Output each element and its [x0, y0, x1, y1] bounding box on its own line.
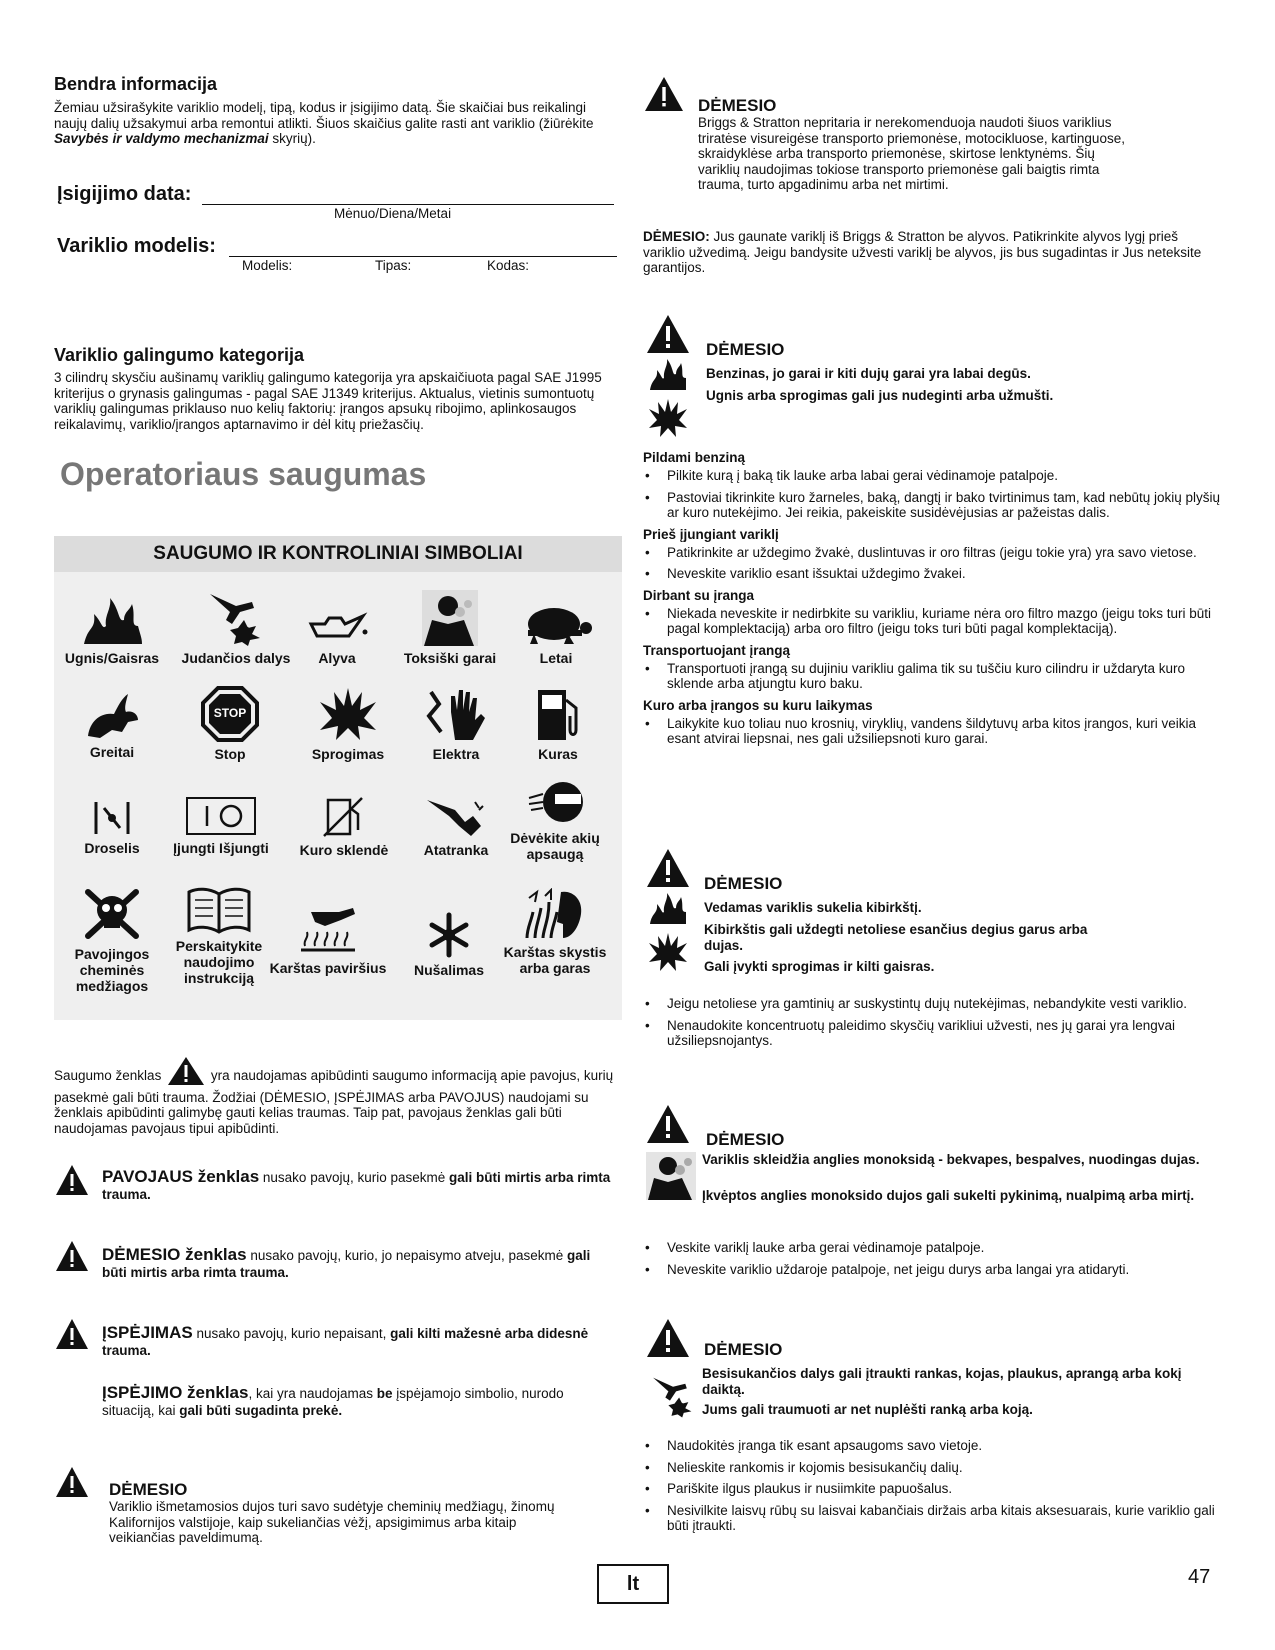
- snowflake-icon: [426, 912, 472, 958]
- w5-line1: Besisukančios dalys gali įtraukti rankas, kojas, plaukus, aprangą arba kokį daiktą.: [702, 1366, 1182, 1397]
- w2-line2: Ugnis arba sprogimas gali jus nudeginti arba užmušti.: [706, 388, 1054, 403]
- symbol-slow: Letai: [506, 600, 606, 666]
- fuel-b1-list: [643, 468, 1223, 521]
- w3-line3: Gali įvykti sprogimas ir kilti gaisras.: [704, 959, 935, 974]
- w3-bullet: • Jeigu netoliese yra gamtinių ar suskystintų dujų nutekėjimas, nebandykite vesti variklio.: [643, 996, 1223, 1012]
- w4-alert-icon: [646, 1104, 690, 1144]
- model-hint: Modelis:: [242, 258, 293, 273]
- w4-title: DĖMESIO: [706, 1130, 785, 1149]
- fuel-pump-icon: [532, 686, 584, 742]
- moving-parts-icon: [206, 590, 266, 646]
- danger-definition: PAVOJAUS ženklas nusako pavojų, kurio pasekmė gali būti mirtis arba rimta trauma.: [102, 1167, 611, 1202]
- w3-bullet: • Nenaudokite koncentruotų paleidimo skysčių varikliui užvesti, nes jų garai yra lengvai užsiliepsnojantys.: [643, 1018, 1223, 1049]
- california-alert-icon: [55, 1466, 89, 1498]
- symbol-hot-surface: Karštas paviršius: [262, 906, 394, 976]
- choke-icon: [92, 800, 132, 836]
- symbol-moving-parts: Judančios dalys: [174, 590, 298, 666]
- type-hint: Tipas:: [375, 258, 412, 273]
- w2-fire-icon: [648, 358, 688, 392]
- general-title: Bendra informacija: [54, 74, 218, 94]
- fuel-h2: Prieš įjungiant variklį: [643, 526, 779, 542]
- symbol-read-manual: Perskaitykite naudojimo instrukciją: [156, 886, 282, 986]
- w2-title: DĖMESIO: [706, 340, 785, 359]
- skull-crossbones-icon: [82, 886, 142, 942]
- fuel-b5-item: • Laikykite kuo toliau nuo krosnių, viryklių, vandens šildytuvų arba kitos įrangos, kuri veikia esant atvirai liepsnai, nes gali užsiliepsnoti kuro garai.: [643, 716, 1223, 747]
- symbol-frostbite: Nušalimas: [402, 912, 496, 978]
- language-badge: lt: [597, 1564, 669, 1604]
- symbol-electricity: Elektra: [410, 686, 502, 762]
- fuel-b2-item: • Patikrinkite ar uždegimo žvakė, duslintuvas ir oro filtras (jeigu tokie yra) yra savo vietose.: [643, 545, 1223, 561]
- hot-surface-icon: [295, 906, 361, 956]
- symbol-oil: Alyva: [296, 606, 378, 666]
- w5-title: DĖMESIO: [704, 1340, 783, 1359]
- w1-alert-icon: [644, 76, 684, 112]
- w5-line2: Jums gali traumuoti ar net nuplėšti ranką arba koją.: [702, 1402, 1033, 1417]
- toxic-fumes-icon: [422, 590, 478, 646]
- symbol-kickback: Atatranka: [404, 796, 508, 858]
- model-label: Variklio modelis:: [57, 235, 216, 257]
- fire-icon: [80, 596, 144, 646]
- w4-toxic-fumes-icon: [646, 1152, 696, 1200]
- w2-explosion-icon: [648, 398, 688, 438]
- fuel-h3: Dirbant su įranga: [643, 587, 755, 603]
- power-text: 3 cilindrų skysčiu aušinamų variklių galingumo kategorija yra apskaičiuota pagal SAE J1995 kriterijus o grynasis galingumas - pagal SAE J1349 kriterijus. Aktualus, vietinis sumontuotų variklių galingumas priklauso nuo kelių faktorių: įrangos apsukų ribojimo, aplinkosaugos reikalavimų, variklio/įrangos aptarnavimo ir dėl kitų priežasčių.: [54, 370, 602, 432]
- symbol-stop: STOP Stop: [176, 686, 284, 762]
- symbol-eye-protection: Dėvėkite akių apsaugą: [496, 780, 614, 862]
- rabbit-icon: [82, 690, 142, 740]
- w3-alert-icon: [646, 848, 690, 888]
- fuel-h4: Transportuojant įrangą: [643, 642, 791, 658]
- turtle-icon: [518, 600, 594, 646]
- symbol-choke: Droselis: [56, 800, 168, 856]
- fuel-b5-list: [643, 716, 1223, 747]
- fuel-b4-list: [643, 661, 1223, 692]
- symbol-chemicals: Pavojingos cheminės medžiagos: [56, 886, 168, 994]
- safety-alert-icon: [167, 1056, 205, 1090]
- kickback-icon: [425, 796, 487, 838]
- symbol-fire: Ugnis/Gaisras: [56, 596, 168, 666]
- page-number: 47: [1188, 1566, 1211, 1588]
- open-book-icon: [187, 886, 251, 934]
- fuel-b1-item: • Pilkite kurą į baką tik lauke arba labai gerai vėdinamoje patalpoje.: [643, 468, 1223, 484]
- w5-alert-icon: [646, 1318, 690, 1358]
- fuel-h1: Pildami benziną: [643, 450, 746, 465]
- w5-bullet: • Naudokitės įranga tik esant apsaugoms savo vietoje.: [643, 1438, 1223, 1454]
- on-off-icon: [185, 796, 257, 836]
- purchase-date-line: [202, 182, 614, 205]
- oil-note: DĖMESIO: Jus gaunate variklį iš Briggs & Stratton be alyvos. Patikrinkite alyvos lygį prieš variklio užvedimą. Jeigu bandysite užvesti variklį be alyvos, jis bus sugadintas ir Jus neteksite garantijos.: [643, 229, 1202, 275]
- safety-sign-text: Saugumo ženklas yra naudojamas apibūdinti saugumo informaciją apie pavojus, kurių pasekmė gali būti trauma. Žodžiai (DĖMESIO, ĮSPĖJIMAS arba PAVOJUS) naudojami su ženklais apibūdinti galimybę gauti kelias traumas. Taip pat, pavojaus ženklas gali būti naudojamas pavojaus tipui apibūdinti.: [54, 1056, 620, 1136]
- electric-hand-icon: [421, 686, 491, 742]
- caution-sign-definition: ĮSPĖJIMO ženklas, kai yra naudojamas be įspėjamojo simbolio, nurodo situaciją, kai gali būti sugadinta prekė.: [102, 1383, 564, 1418]
- symbol-on-off: Įjungti Išjungti: [158, 796, 284, 856]
- fuel-b2-item: • Neveskite variklio esant išsuktai uždegimo žvakei.: [643, 566, 1223, 582]
- w3-title: DĖMESIO: [704, 874, 783, 893]
- w5-bullet: • Pariškite ilgus plaukus ir nusiimkite papuošalus.: [643, 1481, 1223, 1497]
- model-line: [229, 234, 617, 257]
- w3-line1: Vedamas variklis sukelia kibirkštį.: [704, 900, 922, 915]
- w2-alert-icon: [646, 314, 690, 354]
- fuel-sections: [643, 450, 1223, 753]
- danger-alert-icon: [55, 1164, 89, 1196]
- stop-sign-text: STOP: [213, 706, 247, 720]
- california-text: Variklio išmetamosios dujos turi savo sudėtyje cheminių medžiagų, žinomų Kalifornijos valstijoje, kaip sukeliančias vėžį, apsigimimus arba kitaip veikiančias paveldimumą.: [109, 1499, 555, 1545]
- fuel-shutoff-icon: [322, 796, 366, 838]
- w5-bullet: • Nesivilkite laisvų rūbų su laisvai kabančiais diržais arba kitais aksesuarais, kurie variklio gali būti įtraukti.: [643, 1503, 1223, 1534]
- code-hint: Kodas:: [487, 258, 530, 273]
- w4-bullets: [643, 1240, 1223, 1283]
- w3-line2: Kibirkštis gali uždegti netoliese esančius degius garus arba dujas.: [704, 922, 1088, 953]
- symbol-explosion: Sprogimas: [296, 686, 400, 762]
- w2-line1: Benzinas, jo garai ir kiti dujų garai yra labai degūs.: [706, 366, 1031, 381]
- symbol-fuel: Kuras: [510, 686, 606, 762]
- fuel-b3-list: [643, 606, 1223, 637]
- fuel-b3-item: • Niekada neveskite ir nedirbkite su varikliu, kuriame nėra oro filtro mazgo (jeigu toks turi būti pagal komplektaciją) arba oro filtro (jeigu toks turi būti pagal komplektaciją).: [643, 606, 1223, 637]
- eye-protection-icon: [525, 780, 585, 826]
- date-hint: Mėnuo/Diena/Metai: [334, 206, 452, 221]
- fuel-b1-item: • Pastoviai tikrinkite kuro žarneles, baką, dangtį ir bako tvirtinimus tam, kad nebūtų jokių plyšių ar kuro nutekėjimo. Jei reikia, pakeiskite susidėvėjusias ar pažeistas dalis.: [643, 490, 1223, 521]
- w4-bullet: • Veskite variklį lauke arba gerai vėdinamoje patalpoje.: [643, 1240, 1223, 1256]
- fuel-b2-list: [643, 545, 1223, 582]
- warning-definition: DĖMESIO ženklas nusako pavojų, kurio, jo nepaisymo atveju, pasekmė gali būti mirtis arba rimta trauma.: [102, 1245, 591, 1280]
- general-text: Žemiau užsirašykite variklio modelį, tipą, kodus ir įsigijimo datą. Šie skaičiai bus reikalingi naujų dalių užsakymui arba remontui atlikti. Šiuos skaičius galite rasti ant variklio (žiūrėkite Savybės ir valdymo mechanizmai skyrių).: [54, 100, 594, 146]
- california-title: DĖMESIO: [109, 1480, 188, 1499]
- warning-alert-icon: [55, 1240, 89, 1272]
- w1-title: DĖMESIO: [698, 96, 777, 115]
- caution-alert-icon: [55, 1318, 89, 1350]
- hot-liquid-steam-icon: [523, 888, 587, 940]
- w4-line2: Įkvėptos anglies monoksido dujos gali sukelti pykinimą, nualpimą arba mirtį.: [702, 1188, 1195, 1203]
- symbol-fast: Greitai: [56, 690, 168, 760]
- purchase-date-label: Įsigijimo data:: [57, 183, 192, 205]
- fuel-b4-item: • Transportuoti įrangą su dujiniu varikliu galima tik su tuščiu kuro cilindru ir uždaryta kuro sklende arba atjungtu kuro baku.: [643, 661, 1223, 692]
- w3-bullets: [643, 996, 1223, 1055]
- explosion-icon: [318, 686, 378, 742]
- w3-fire-icon: [648, 892, 688, 926]
- symbol-hot-liquid: Karštas skystis arba garas: [496, 888, 614, 976]
- w3-explosion-icon: [648, 932, 688, 972]
- w5-bullets: [643, 1438, 1223, 1540]
- power-title: Variklio galingumo kategorija: [54, 345, 305, 365]
- w4-bullet: • Neveskite variklio uždaroje patalpoje, net jeigu durys arba langai yra atidaryti.: [643, 1262, 1223, 1278]
- oil-can-icon: [305, 606, 369, 646]
- caution-definition: ĮSPĖJIMAS nusako pavojų, kurio nepaisant, gali kilti mažesnė arba didesnė trauma.: [102, 1323, 589, 1358]
- fuel-h5: Kuro arba įrangos su kuru laikymas: [643, 697, 873, 713]
- symbol-toxic-fumes: Toksiški garai: [388, 590, 512, 666]
- w5-moving-parts-icon: [650, 1370, 696, 1422]
- operator-safety-title: Operatoriaus saugumas: [60, 456, 427, 492]
- w1-text: Briggs & Stratton nepritaria ir nerekomenduoja naudoti šiuos variklius triratėse visureigėse transporto priemonėse, motocikluose, kartinguose, skraidyklėse arba transporto priemonėse, skirtose lenktynėms. Šių variklių naudojimas tokiose transporto priemonėse gali baigtis rimta trauma, turto apgadinimu arba net mirtimi.: [698, 115, 1125, 192]
- symbol-fuel-shutoff: Kuro sklendė: [284, 796, 404, 858]
- w4-line1: Variklis skleidžia anglies monoksidą - bekvapes, bespalves, nuodingas dujas.: [702, 1152, 1200, 1167]
- w5-bullet: • Nelieskite rankomis ir kojomis besisukančių dalių.: [643, 1460, 1223, 1476]
- symbols-title: SAUGUMO IR KONTROLINIAI SIMBOLIAI: [54, 536, 622, 572]
